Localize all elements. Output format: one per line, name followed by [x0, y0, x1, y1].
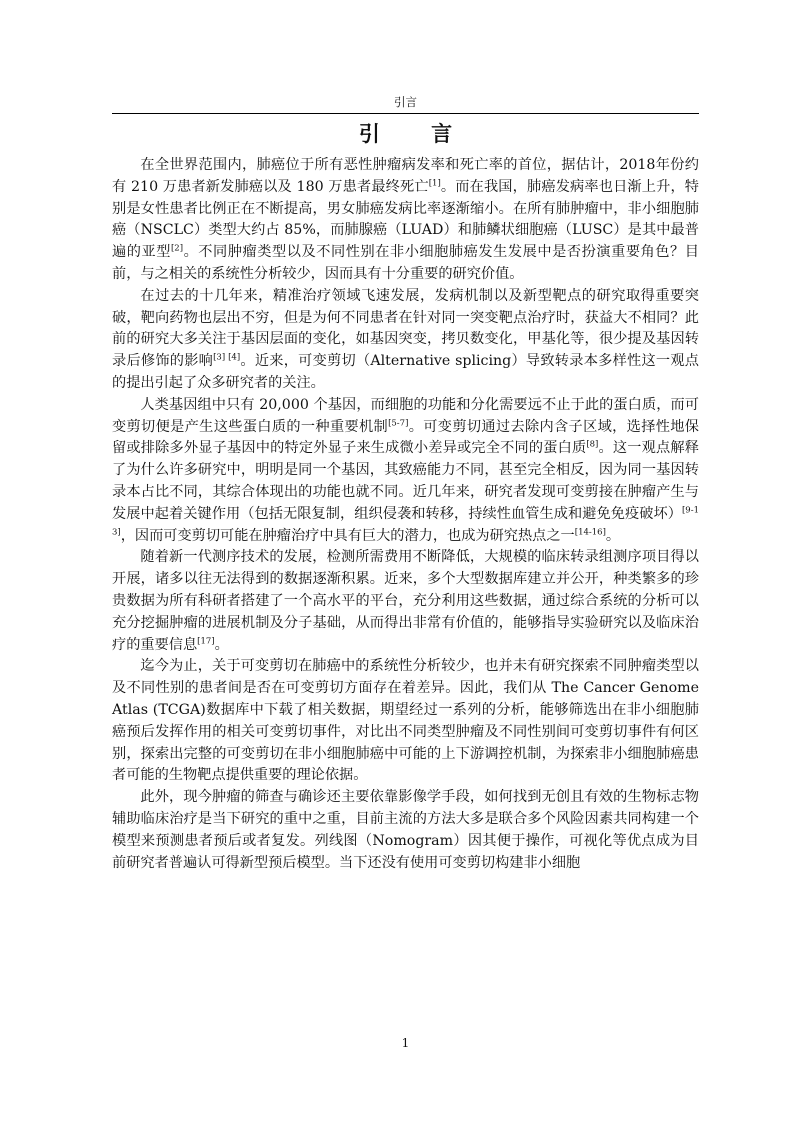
- citation: [1]: [428, 178, 441, 189]
- citation: [2]: [170, 243, 184, 254]
- text-run: 随着新一代测序技术的发展，检测所需费用不断降低，大规模的临床转录组测序项目得以开展，诸多以往无法得到的数据逐渐积累。近来，多个大型数据库建立并公开，种类繁多的珍贵数据为所有科研者搭建了一个高水平的平台，充分利用这些数据，通过综合系统的分析可以充分挖掘肿瘤的进展机制及分子基础，从而得出非常有价值的，能够指导实验研究以及临床治疗的重要信息: [112, 549, 699, 653]
- text-run: 。这一观点解释了为什么许多研究中，明明是同一个基因，其致癌能力不同，甚至完全相反，因为同一基因转录本占比不同，其综合体现出的功能也就不同。近几年来，研究者发现可变剪接在肿瘤产生与发展中起着关键作用（包括无限复制，组织侵袭和转移，持续性血管生成和避免免疫破坏）: [112, 440, 699, 522]
- citation: [9-13]: [112, 505, 699, 537]
- text-run: 。不同肿瘤类型以及不同性别在非小细胞肺癌发生发展中是否扮演重要角色？目前，与之相关的系统性分析较少，因而具有十分重要的研究价值。: [112, 244, 699, 282]
- text-run: 在全世界范围内，肺癌位于所有恶性肿瘤病发率和死亡率的首位，据估计，2018年份约有 210 万患者新发肺癌以及 180 万患者最终死亡: [112, 157, 699, 195]
- citation: [5-7]: [388, 417, 409, 428]
- page-title: 引 言: [358, 121, 475, 146]
- paragraph: [112, 155, 699, 286]
- citation: [17]: [197, 635, 215, 646]
- body-text: [112, 155, 699, 874]
- paragraph: [112, 286, 699, 395]
- text-run: 此外，现今肿瘤的筛查与确诊还主要依靠影像学手段，如何找到无创且有效的生物标志物辅助临床治疗是当下研究的重中之重，目前主流的方法大多是联合多个风险因素共同构建一个模型来预测患者预后或者复发。列线图（Nomogram）因其便于操作，可视化等优点成为目前研究者普遍认可得新型预后模型。当下还没有使用可变剪切构建非小细胞: [112, 789, 699, 871]
- text-run: 。: [605, 527, 621, 544]
- running-header: 引言: [394, 95, 417, 109]
- text-run: ，因而可变剪切可能在肿瘤治疗中具有巨大的潜力，也成为研究热点之一: [120, 527, 575, 544]
- page-number: 1: [401, 1036, 410, 1050]
- text-run: 迄今为止，关于可变剪切在肺癌中的系统性分析较少，也并未有研究探索不同肿瘤类型以及不同性别的患者间是否在可变剪切方面存在着差异。因此，我们从 The Cancer Genome Atlas (TCGA)数据库中下载了相关数据，期望经过一系列的分析，能够筛选出在非小细胞肺癌预后发挥作用的相关可变剪切事件，对比出不同类型肿瘤及不同性别间可变剪切事件有何区别，探索出完整的可变剪切在非小细胞肺癌中可能的上下游调控机制，为探索非小细胞肺癌患者可能的生物靶点提供重要的理论依据。: [112, 658, 699, 784]
- header-rule: [112, 113, 699, 114]
- paragraph: [112, 547, 699, 656]
- text-run: 。: [214, 636, 229, 653]
- text-run: 。而在我国，肺癌发病率也日渐上升，特别是女性患者比例正在不断提高，男女肺癌发病比率逐渐缩小。在所有肺肿瘤中，非小细胞肺癌（NSCLC）类型大约占 85%，而肺腺癌（LUAD）和肺鳞状细胞癌（LUSC）是其中最普遍的亚型: [112, 178, 699, 261]
- citation: [8]: [586, 439, 599, 450]
- text-run: 。近来，可变剪切（Alternative splicing）导致转录本多样性这一观点的提出引起了众多研究者的关注。: [112, 353, 699, 391]
- text-run: 。可变剪切通过去除内含子区域，选择性地保留或排除多外显子基因中的特定外显子来生成微小差异或完全不同的蛋白质: [112, 418, 699, 457]
- paragraph: [112, 395, 699, 548]
- text-run: 在过去的十几年来，精准治疗领域飞速发展，发病机制以及新型靶点的研究取得重要突破，靶向药物也层出不穷，但是为何不同患者在针对同一突变靶点治疗时，获益大不相同？此前的研究大多关注于基因层面的变化，如基因突变，拷贝数变化，甲基化等，很少提及基因转录后修饰的影响: [112, 287, 699, 370]
- citation: [14-16]: [574, 526, 606, 537]
- citation: [3] [4]: [213, 352, 241, 363]
- text-run: 人类基因组中只有 20,000 个基因，而细胞的功能和分化需要远不止于此的蛋白质，而可变剪切便是产生这些蛋白质的一种重要机制: [112, 396, 699, 435]
- paragraph: [112, 787, 699, 874]
- paragraph: [112, 656, 699, 787]
